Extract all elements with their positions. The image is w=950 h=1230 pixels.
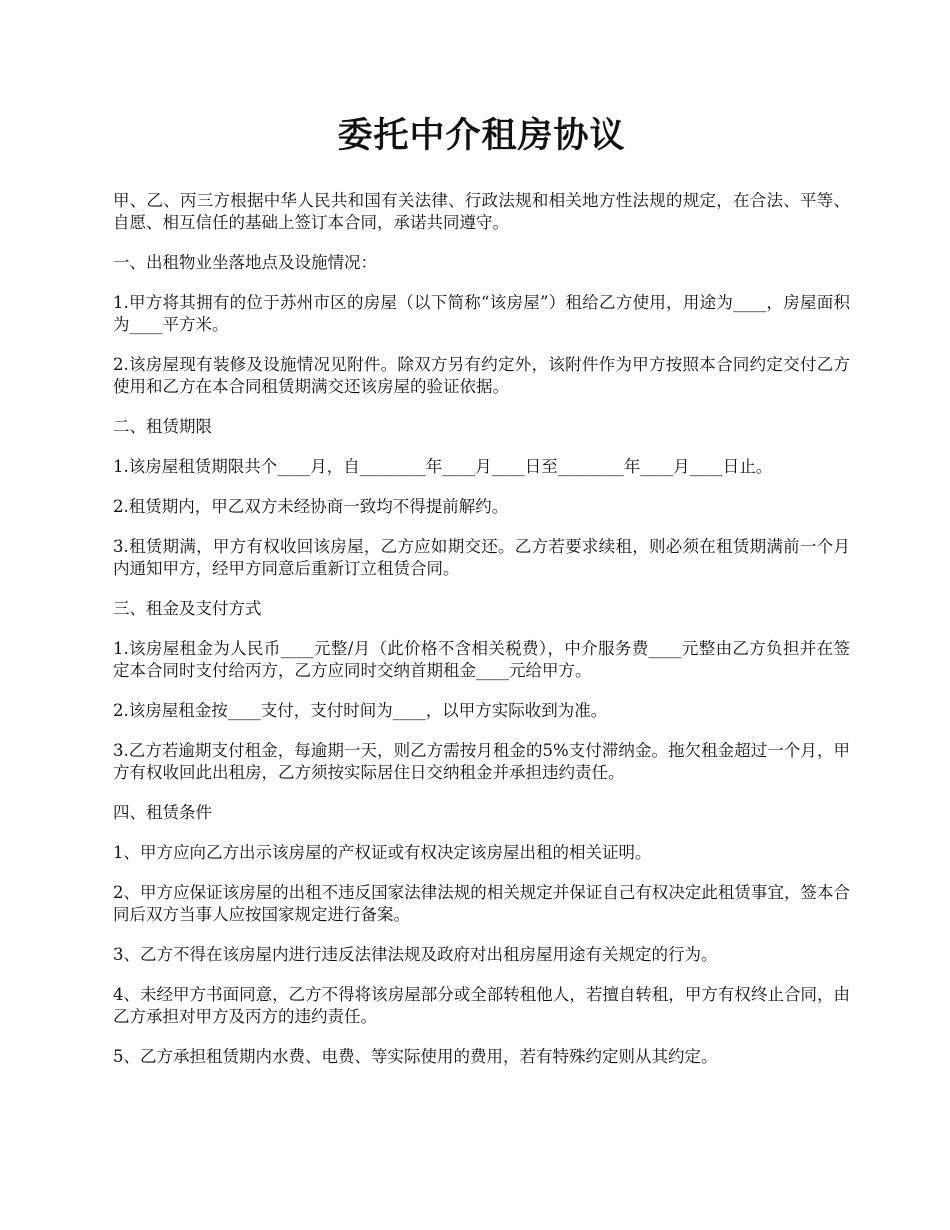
clause-2-3: 3.租赁期满，甲方有权收回该房屋，乙方应如期交还。乙方若要求续租，则必须在租赁期满前一个月内通知甲方，经甲方同意后重新订立租赁合同。 <box>113 537 850 578</box>
section-heading-4: 四、租赁条件 <box>113 803 212 822</box>
clause-4-3: 3、乙方不得在该房屋内进行违反法律法规及政府对出租房屋用途有关规定的行为。 <box>113 945 718 964</box>
clause-4-2: 2、甲方应保证该房屋的出租不违反国家法律法规的相关规定并保证自己有权决定此租赁事宜，签本合同后双方当事人应按国家规定进行备案。 <box>113 883 850 924</box>
clause-4-4: 4、未经甲方书面同意，乙方不得将该房屋部分或全部转租他人，若擅自转租，甲方有权终止合同，由乙方承担对甲方及丙方的违约责任。 <box>113 985 850 1026</box>
section-heading-3: 三、租金及支付方式 <box>113 599 262 618</box>
section-heading-2: 二、租赁期限 <box>113 417 212 436</box>
clause-2-2: 2.租赁期内，甲乙双方未经协商一致均不得提前解约。 <box>113 497 509 516</box>
document-title: 委托中介租房协议 <box>337 115 626 156</box>
clause-2-1: 1.该房屋租赁期限共个____月，自________年____月____日至________年____月____日止。 <box>113 457 773 476</box>
clause-3-2: 2.该房屋租金按____支付，支付时间为____，以甲方实际收到为准。 <box>113 701 608 720</box>
clause-1-2: 2.该房屋现有装修及设施情况见附件。除双方另有约定外，该附件作为甲方按照本合同约定交付乙方使用和乙方在本合同租赁期满交还该房屋的验证依据。 <box>113 355 850 396</box>
clause-4-5: 5、乙方承担租赁期内水费、电费、等实际使用的费用，若有特殊约定则从其约定。 <box>113 1047 718 1066</box>
intro-paragraph: 甲、乙、丙三方根据中华人民共和国有关法律、行政法规和相关地方性法规的规定，在合法、平等、自愿、相互信任的基础上签订本合同，承诺共同遵守。 <box>113 191 850 232</box>
clause-3-3: 3.乙方若逾期支付租金，每逾期一天，则乙方需按月租金的5%支付滞纳金。拖欠租金超过一个月，甲方有权收回此出租房，乙方须按实际居住日交纳租金并承担违约责任。 <box>113 741 850 782</box>
section-heading-1: 一、出租物业坐落地点及设施情况： <box>113 253 377 272</box>
clause-4-1: 1、甲方应向乙方出示该房屋的产权证或有权决定该房屋出租的相关证明。 <box>113 843 652 862</box>
clause-3-1: 1.该房屋租金为人民币____元整/月（此价格不含相关税费），中介服务费____元整由乙方负担并在签定本合同时支付给丙方，乙方应同时交纳首期租金____元给甲方。 <box>113 639 850 680</box>
clause-1-1: 1.甲方将其拥有的位于苏州市区的房屋（以下简称“该房屋”）租给乙方使用，用途为____，房屋面积为____平方米。 <box>113 293 850 334</box>
